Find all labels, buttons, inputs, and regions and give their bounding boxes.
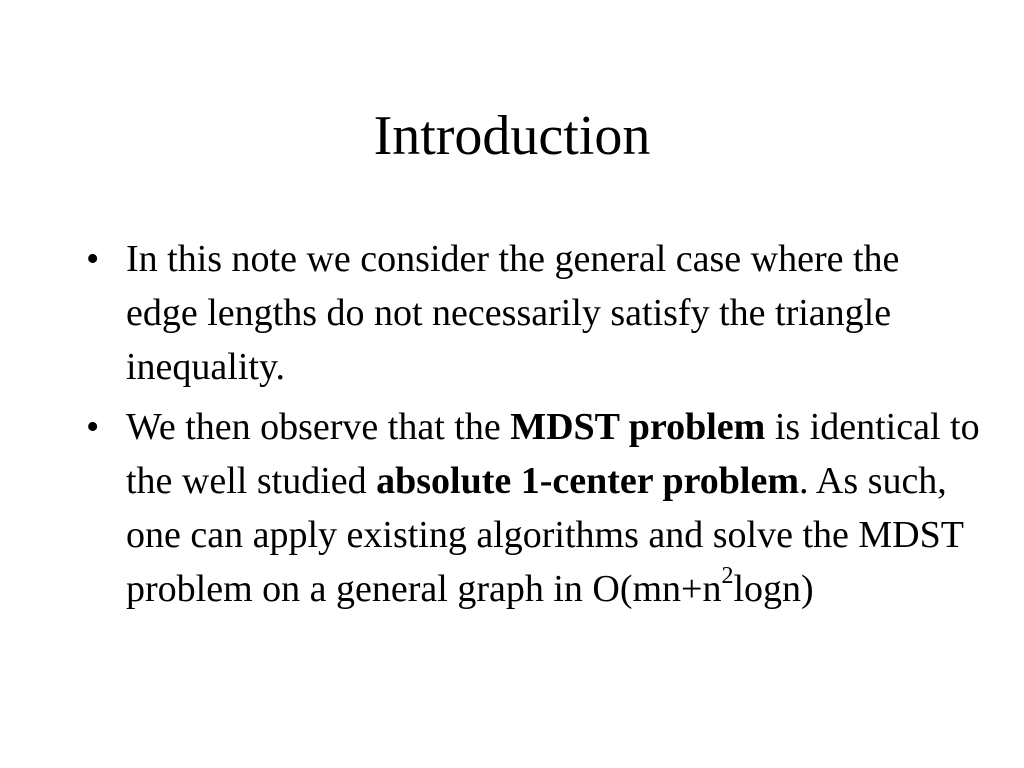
bullet-text-part: logn) — [733, 568, 814, 610]
bullet-text-part: We then observe that the — [126, 406, 511, 448]
bullet-text: In this note we consider the general case where the edge lengths do not necessarily satisfy the triangle inequality. — [126, 238, 900, 388]
bold-term-mdst-problem: MDST problem — [510, 406, 766, 448]
bullet-text-part: . As such, one can apply existing algorithms and solve the MDST problem on a general graph in O(mn+n — [126, 460, 964, 610]
slide-title: Introduction — [373, 105, 651, 167]
bullet-text-part: is identical to the well studied — [126, 406, 980, 502]
bullet-item-2 — [80, 400, 980, 616]
bullet-list — [80, 232, 980, 622]
bold-term-absolute-1-center-problem: absolute 1-center problem — [376, 460, 800, 502]
superscript: 2 — [721, 563, 734, 590]
bullet-marker: • — [86, 238, 100, 280]
bullet-item-1 — [80, 232, 980, 394]
bullet-marker: • — [86, 406, 100, 448]
bullet-text — [126, 400, 980, 616]
